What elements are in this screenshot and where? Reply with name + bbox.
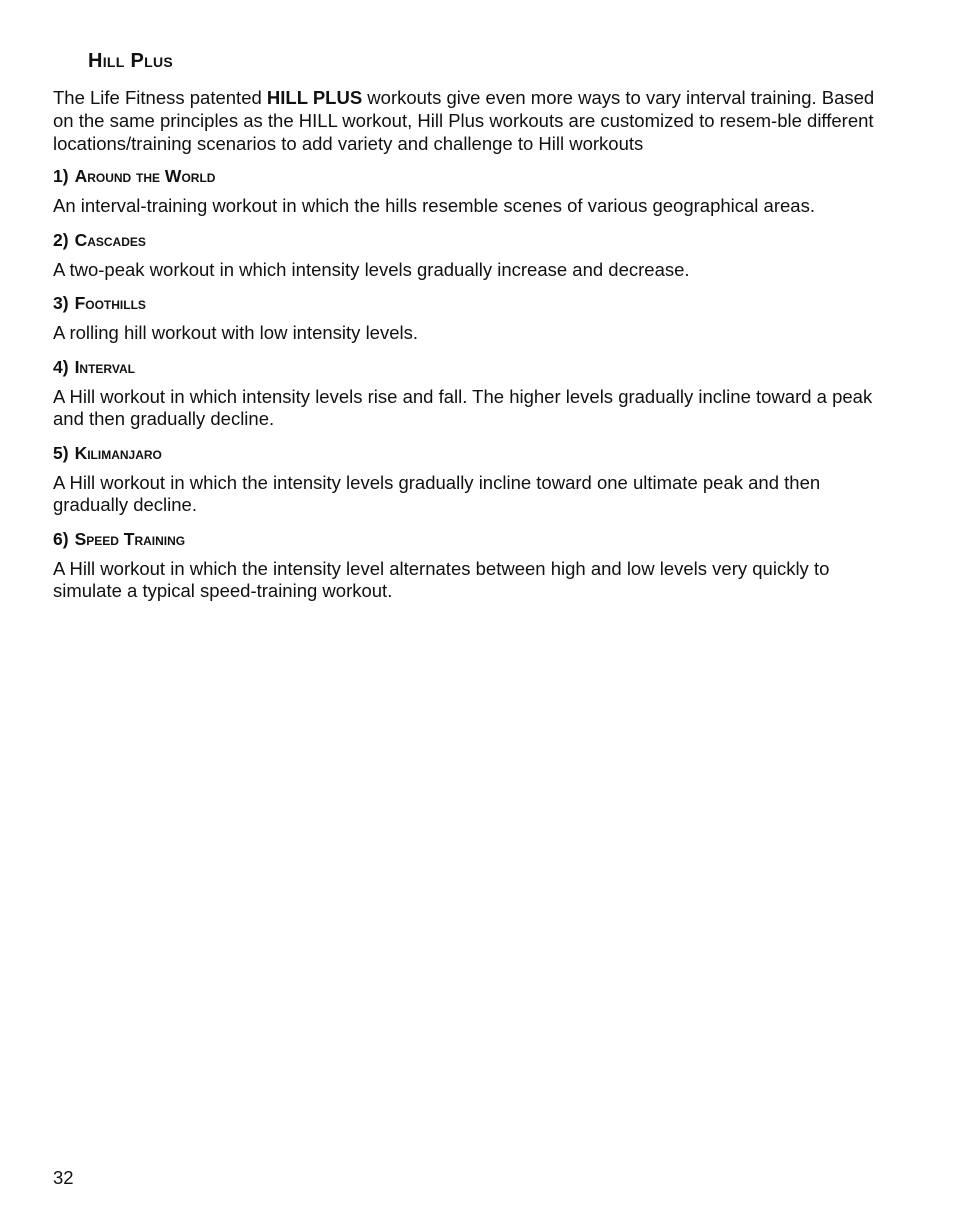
page-number: 32	[53, 1167, 74, 1188]
workout-heading	[53, 528, 883, 550]
workout-description: A Hill workout in which the intensity level alternates between high and low levels very quickly to simulate a typical speed-training workout.	[53, 557, 830, 601]
workout-number: 1)	[53, 166, 69, 186]
workout-item-3	[53, 292, 883, 345]
intro-suffix: workouts give even more ways to vary interval training. Based on the same principles as the HILL workout, Hill Plus workouts are customized to resem-ble different locations/training scenarios to add variety and challenge to Hill workouts	[53, 87, 875, 154]
intro-bold-term: HILL PLUS	[266, 87, 363, 108]
workout-item-4	[53, 356, 883, 431]
workout-heading	[53, 356, 883, 378]
workout-heading	[53, 292, 883, 314]
intro-paragraph	[53, 86, 883, 155]
workout-heading	[53, 165, 883, 187]
workout-description: A two-peak workout in which intensity levels gradually increase and decrease.	[53, 258, 690, 280]
workout-description: A rolling hill workout with low intensity levels.	[53, 322, 419, 343]
workout-title: Foothills	[74, 293, 146, 313]
workout-item-6	[53, 528, 883, 603]
workout-number: 5)	[53, 442, 69, 463]
workout-title: Speed Training	[74, 528, 186, 549]
workout-heading	[53, 442, 883, 464]
workout-item-1	[53, 165, 883, 218]
workout-number: 2)	[53, 229, 69, 250]
workout-title: Kilimanjaro	[74, 442, 162, 463]
workout-heading	[53, 229, 883, 251]
workout-title: Interval	[74, 356, 135, 377]
workout-number: 3)	[53, 293, 69, 313]
section-title: Hill Plus	[88, 50, 174, 72]
workout-item-2	[53, 229, 883, 282]
workout-item-5	[53, 442, 883, 517]
workout-description: An interval-training workout in which the hills resemble scenes of various geographical areas.	[53, 195, 815, 216]
workout-title: Cascades	[74, 229, 146, 250]
intro-prefix: The Life Fitness patented	[53, 87, 267, 108]
workout-description: A Hill workout in which the intensity levels gradually incline toward one ultimate peak and then gradually decline.	[53, 471, 821, 515]
workout-description: A Hill workout in which intensity levels rise and fall. The higher levels gradually incline toward a peak and then gradually decline.	[53, 385, 873, 429]
workout-number: 4)	[53, 356, 69, 377]
workout-title: Around the World	[74, 166, 216, 186]
document-page	[53, 48, 883, 614]
workout-number: 6)	[53, 528, 69, 549]
